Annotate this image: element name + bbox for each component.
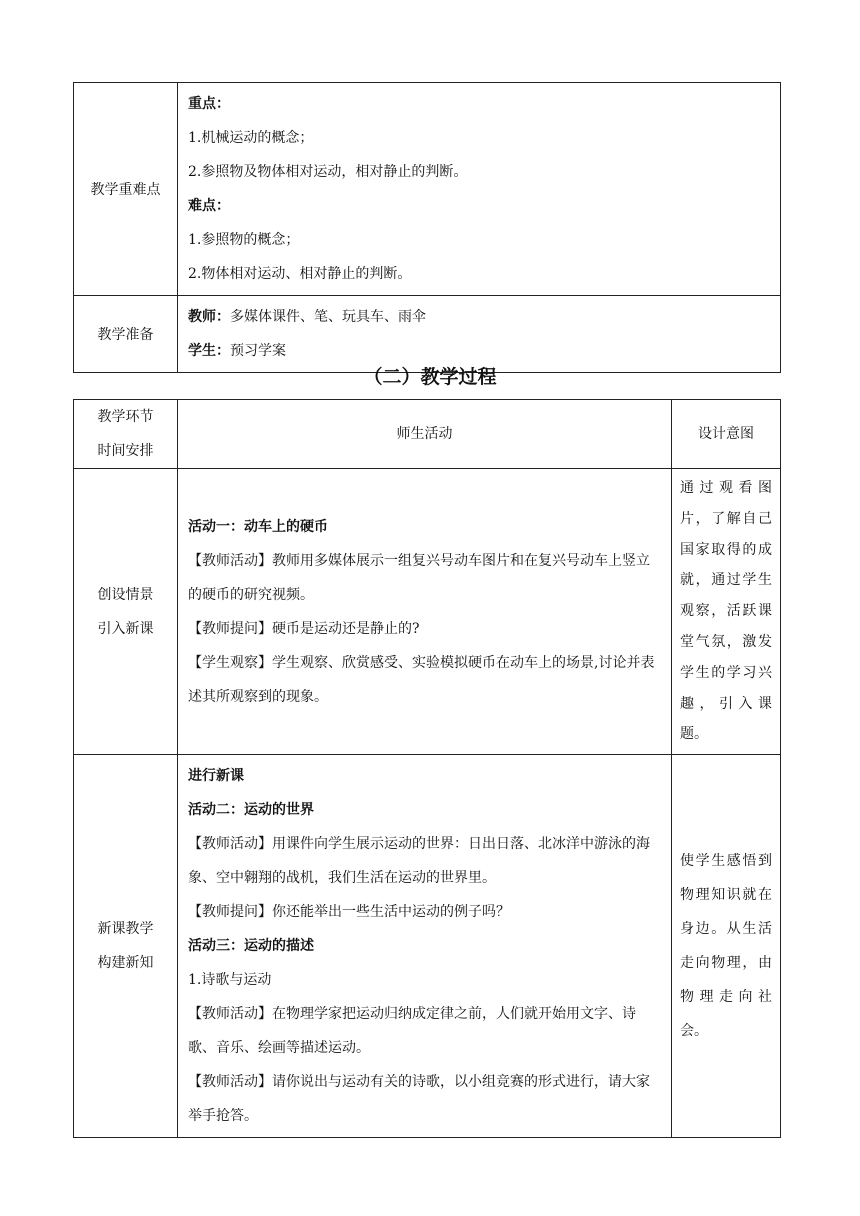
activity-paragraph	[188, 895, 661, 929]
paragraph-tag: 【教师活动】	[188, 552, 272, 569]
table-row	[74, 296, 781, 373]
key-point-heading: 重点：	[188, 96, 230, 112]
stage-label-line: 新课教学	[97, 921, 154, 938]
header-time: 时间安排	[97, 443, 154, 459]
teacher-label: 教师：	[188, 309, 230, 325]
key-point-item: 1.机械运动的概念；	[188, 130, 314, 146]
header-stage: 教学环节	[97, 409, 154, 425]
activity-title: 活动一：动车上的硬币	[188, 518, 328, 535]
activity-paragraph	[188, 997, 661, 1065]
paragraph-tag: 【教师活动】	[188, 1074, 272, 1091]
design-intent: 通过观看图片，了解自己国家取得的成就，通过学生观察，活跃课堂气氛，激发学生的学习兴趣，引入课题。	[672, 469, 781, 755]
activity-paragraph	[188, 544, 661, 612]
stage-label	[74, 755, 178, 1138]
teacher-materials: 多媒体课件、笔、玩具车、雨伞	[230, 309, 426, 325]
difficulty-item: 2.物体相对运动、相对静止的判断。	[188, 266, 412, 282]
preparation-content	[178, 296, 781, 373]
row-label-key-points: 教学重难点	[74, 83, 178, 296]
key-points-table	[73, 82, 781, 373]
table-row	[74, 469, 781, 755]
table-row	[74, 755, 781, 1138]
student-materials: 预习学案	[230, 343, 286, 359]
stage-label-line: 创设情景	[97, 586, 154, 603]
paragraph-text: 请你说出与运动有关的诗歌，以小组竞赛的形式进行，请大家举手抢答。	[188, 1074, 650, 1125]
paragraph-text: 硬币是运动还是静止的?	[272, 620, 420, 637]
activity-content	[178, 469, 672, 755]
paragraph-text: 教师用多媒体展示一组复兴号动车图片和在复兴号动车上竖立的硬币的研究视频。	[188, 552, 650, 603]
design-intent: 使学生感悟到物理知识就在身边。从生活走向物理，由物理走向社会。	[672, 755, 781, 1138]
stage-label	[74, 469, 178, 755]
activity-heading: 进行新课	[188, 768, 244, 785]
paragraph-tag: 【教师提问】	[188, 904, 272, 921]
table-header-row	[74, 400, 781, 469]
stage-label-line: 构建新知	[97, 955, 154, 972]
activity-paragraph	[188, 646, 661, 714]
row-label-preparation: 教学准备	[74, 296, 178, 373]
header-activities: 师生活动	[178, 400, 672, 469]
activity-paragraph	[188, 1065, 661, 1133]
paragraph-tag: 【教师提问】	[188, 620, 272, 637]
activity-content	[178, 755, 672, 1138]
paragraph-tag: 【教师活动】	[188, 1006, 272, 1023]
key-point-item: 2.参照物及物体相对运动，相对静止的判断。	[188, 164, 468, 180]
section-title: （二）教学过程	[363, 366, 497, 388]
difficulty-item: 1.参照物的概念；	[188, 232, 300, 248]
teaching-process-table	[73, 399, 781, 1138]
student-label: 学生：	[188, 343, 230, 359]
activity-paragraph	[188, 612, 661, 646]
table-row	[74, 83, 781, 296]
header-design-intent: 设计意图	[672, 400, 781, 469]
activity-title: 活动二：运动的世界	[188, 802, 314, 819]
activity-title: 活动三：运动的描述	[188, 938, 314, 955]
paragraph-text: 学生观察、欣赏感受、实验模拟硬币在动车上的场景,讨论并表述其所观察到的现象。	[188, 654, 655, 705]
header-stage-time	[74, 400, 178, 469]
paragraph-tag: 【教师活动】	[188, 836, 272, 853]
paragraph-text: 你还能举出一些生活中运动的例子吗？	[272, 904, 510, 921]
paragraph-text: 用课件向学生展示运动的世界：日出日落、北冰洋中游泳的海象、空中翱翔的战机，我们生活在运动的世界里。	[188, 836, 650, 887]
activity-subheading: 1.诗歌与运动	[188, 972, 272, 989]
difficulty-heading: 难点：	[188, 198, 230, 214]
stage-label-line: 引入新课	[97, 620, 154, 637]
key-points-content	[178, 83, 781, 296]
paragraph-text: 在物理学家把运动归纳成定律之前，人们就开始用文字、诗歌、音乐、绘画等描述运动。	[188, 1006, 636, 1057]
activity-paragraph	[188, 827, 661, 895]
paragraph-tag: 【学生观察】	[188, 654, 272, 671]
